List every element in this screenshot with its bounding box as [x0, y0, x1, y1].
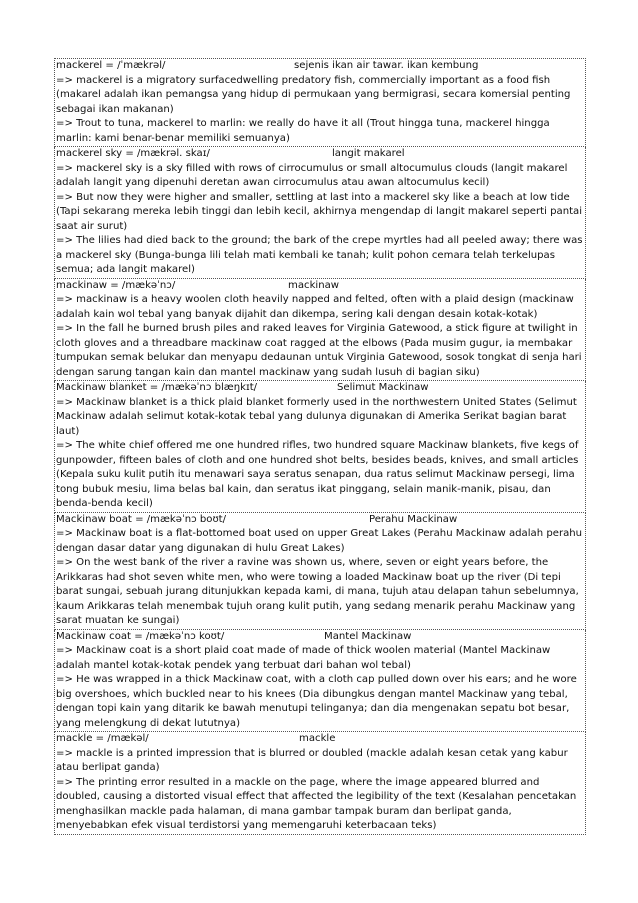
entry-heading: [56, 279, 584, 294]
dictionary-page: [54, 58, 586, 835]
entry-definition: => Mackinaw blanket is a thick plaid blanket formerly used in the northwestern United States (Selimut Mackinaw adalah selimut kotak-kotak tebal yang dulunya digunakan di Amerika Serikat bagian barat laut): [56, 396, 577, 437]
entry-translation: Selimut Mackinaw: [337, 382, 429, 393]
dictionary-entry: [54, 381, 586, 513]
entry-example: => But now they were higher and smaller, settling at last into a mackerel sky like a beach at low tide (Tapi sekarang mereka lebih tinggi dan lebih kecil, akhirnya mengendap di langit makarel seperti pantai saat air surut): [56, 191, 583, 232]
entry-heading: [56, 630, 584, 645]
entry-translation: mackinaw: [288, 279, 340, 291]
entry-example: => Trout to tuna, mackerel to marlin: we really do have it all (Trout hingga tuna, mackerel hingga marlin: kami benar-benar memiliki semuanya): [56, 118, 550, 144]
dictionary-entry: [54, 630, 586, 733]
entry-term: mackinaw = /mækəˈnɔ/: [56, 279, 176, 291]
entry-translation: Mantel Mackinaw: [324, 630, 412, 642]
dictionary-entry: [54, 147, 586, 279]
entry-term: mackerel sky = /mækrəl. skaɪ/: [56, 148, 210, 159]
entry-translation: langit makarel: [332, 148, 405, 159]
entry-term: Mackinaw boat = /mækəˈnɔ boʊt/: [56, 513, 227, 525]
entry-example: => In the fall he burned brush piles and raked leaves for Virginia Gatewood, a stick figure at twilight in cloth gloves and a threadbare mackinaw coat ragged at the elbows (Pada musim gugur, ia membakar tumpukan semak belukar dan menyapu dedaunan untuk Virginia Gatewood, sosok tongkat di senja hari dengan sarung tangan kain dan mantel mackinaw yang sudah lusuh di bagian siku): [56, 323, 582, 378]
entry-translation: mackle: [299, 733, 336, 744]
entry-heading: [56, 59, 584, 74]
entry-term: mackerel = /ˈmækrəl/: [56, 60, 166, 71]
entry-definition: => Mackinaw boat is a flat-bottomed boat used on upper Great Lakes (Perahu Mackinaw adalah perahu dengan dasar datar yang digunakan di hulu Great Lakes): [56, 528, 583, 554]
entry-translation: Perahu Mackinaw: [369, 513, 458, 525]
dictionary-entry: [54, 279, 586, 382]
entry-heading: [56, 513, 584, 528]
entry-definition: => mackinaw is a heavy woolen cloth heavily napped and felted, often with a plaid design (mackinaw adalah kain wol tebal yang banyak dijahit dan dikempa, sering kali dengan desain kotak-kotak): [56, 294, 574, 320]
entry-heading: [56, 732, 584, 747]
dictionary-entry: [54, 732, 586, 835]
entry-example: => The lilies had died back to the ground; the bark of the crepe myrtles had all peeled away; there was a mackerel sky (Bunga-bunga lili telah mati kembali ke tanah; kulit pohon cemara telah terkelupas semua; ada langit makarel): [56, 235, 583, 275]
dictionary-entry: [54, 58, 586, 147]
entry-heading: [56, 381, 584, 396]
entry-term: mackle = /mækəl/: [56, 733, 149, 744]
entry-heading: [56, 147, 584, 162]
entry-term: Mackinaw coat = /mækəˈnɔ koʊt/: [56, 630, 225, 642]
entry-example: => He was wrapped in a thick Mackinaw coat, with a cloth cap pulled down over his ears; and he wore big overshoes, which buckled near to his knees (Dia dibungkus dengan mantel Mackinaw yang tebal, dengan topi kain yang ditarik ke bawah menutupi telinganya; dan dia mengenakan sepatu bot besar, yang melengkung di dekat lututnya): [56, 674, 577, 729]
entry-example: => The printing error resulted in a mackle on the page, where the image appeared blurred and doubled, causing a distorted visual effect that affected the legibility of the text (Kesalahan pencetakan menghasilkan mackle pada halaman, di mana gambar tampak buram dan berlipat ganda, menyebabkan efek visual terdistorsi yang memengaruhi keterbacaan teks): [56, 776, 577, 831]
entry-term: Mackinaw blanket = /mækəˈnɔ blæŋkɪt/: [56, 382, 258, 393]
entry-translation: sejenis ikan air tawar. ikan kembung: [294, 60, 479, 71]
entry-definition: => mackerel is a migratory surfacedwelling predatory fish, commercially important as a food fish (makarel adalah ikan pemangsa yang hidup di permukaan yang bermigrasi, secara komersial penting sebagai ikan makanan): [56, 74, 571, 115]
entry-example: => The white chief offered me one hundred rifles, two hundred square Mackinaw blankets, five kegs of gunpowder, fifteen bales of cloth and one hundred shot belts, besides beads, knives, and small articles (Kepala suku kulit putih itu menawari saya seratus senapan, dua ratus selimut Mackinaw persegi, lima tong bubuk mesiu, lima belas bal kain, dan seratus ikat pinggang, selain manik-manik, pisau, dan benda-benda kecil): [56, 440, 579, 509]
dictionary-entry: [54, 513, 586, 630]
entry-definition: => mackerel sky is a sky filled with rows of cirrocumulus or small altocumulus clouds (langit makarel adalah langit yang dipenuhi deretan awan cirrocumulus atau awan altocumulus kecil): [56, 162, 568, 188]
entry-definition: => Mackinaw coat is a short plaid coat made of made of thick woolen material (Mantel Mackinaw adalah mantel kotak-kotak pendek yang terbuat dari bahan wol tebal): [56, 645, 551, 671]
entry-definition: => mackle is a printed impression that is blurred or doubled (mackle adalah kesan cetak yang kabur atau berlipat ganda): [56, 747, 568, 773]
entry-example: => On the west bank of the river a ravine was shown us, where, seven or eight years before, the Arikkaras had shot seven white men, who were towing a loaded Mackinaw boat up the river (Di tepi barat sungai, sebuah jurang ditunjukkan kepada kami, di mana, tujuh atau delapan tahun sebelumnya, kaum Arikkaras telah menembak tujuh orang kulit putih, yang sedang menarik perahu Mackinaw yang sarat muatan ke sungai): [56, 557, 579, 626]
